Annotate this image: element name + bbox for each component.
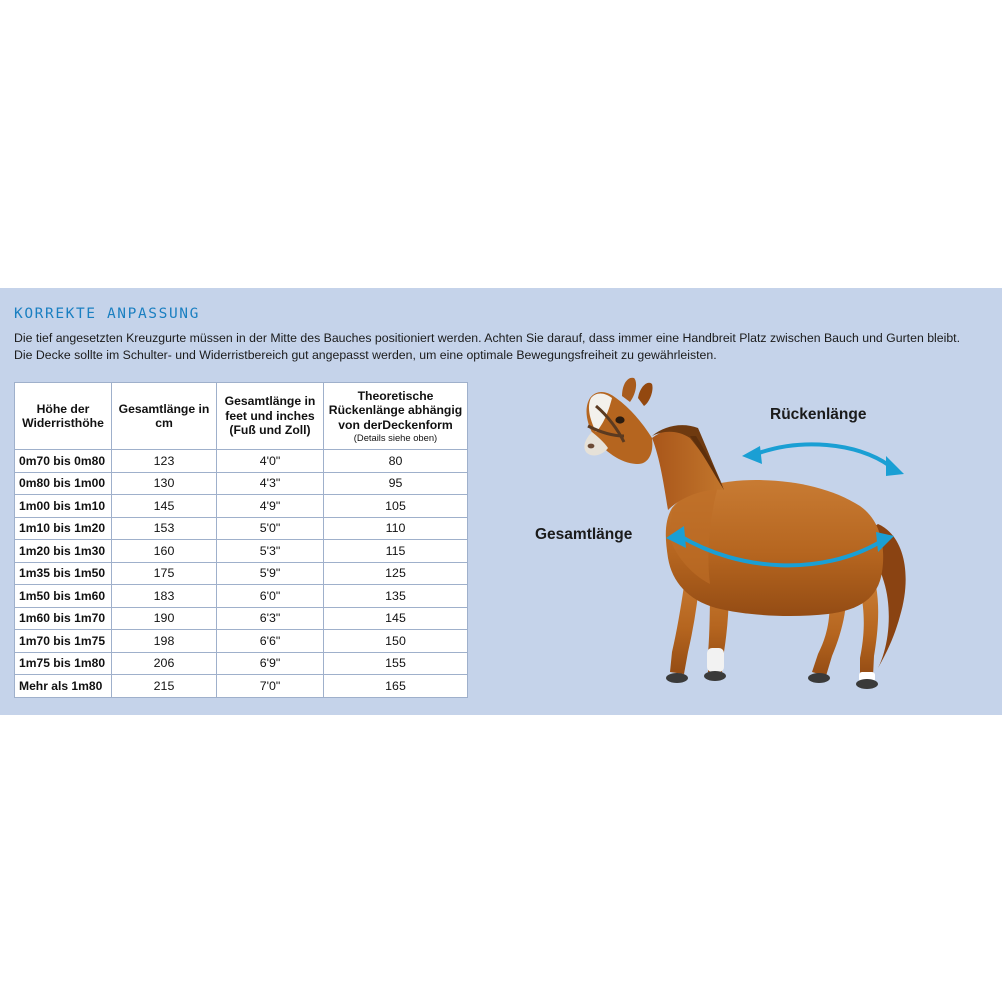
size-chart-table bbox=[14, 382, 468, 698]
cell-back: 150 bbox=[324, 630, 468, 653]
table-header bbox=[15, 383, 468, 450]
cell-back: 155 bbox=[324, 652, 468, 675]
table-row bbox=[15, 540, 468, 563]
cell-height: 1m35 bis 1m50 bbox=[15, 562, 112, 585]
cell-cm: 215 bbox=[112, 675, 217, 698]
cell-feet: 5'0" bbox=[217, 517, 324, 540]
column-header-height: Höhe der Widerristhöhe bbox=[15, 383, 112, 450]
cell-feet: 7'0" bbox=[217, 675, 324, 698]
column-header-back-length-main: Theoretische Rückenlänge abhängig von derDeckenform bbox=[328, 388, 463, 432]
cell-height: 1m60 bis 1m70 bbox=[15, 607, 112, 630]
cell-cm: 175 bbox=[112, 562, 217, 585]
cell-feet: 4'0" bbox=[217, 450, 324, 473]
cell-back: 115 bbox=[324, 540, 468, 563]
back-length-arrow-head-left bbox=[742, 446, 762, 464]
back-length-arrow-line bbox=[756, 444, 890, 466]
cell-feet: 5'9" bbox=[217, 562, 324, 585]
table-row bbox=[15, 585, 468, 608]
annotation-total-length: Gesamtlänge bbox=[535, 526, 633, 543]
column-header-back-length bbox=[324, 383, 468, 450]
horse-ear-near bbox=[622, 378, 636, 402]
cell-back: 80 bbox=[324, 450, 468, 473]
column-header-back-length-note: (Details siehe oben) bbox=[353, 432, 438, 444]
horse-eye bbox=[615, 416, 624, 423]
table-body bbox=[15, 450, 468, 698]
horse-hoof-front-far bbox=[666, 673, 688, 683]
table-row bbox=[15, 472, 468, 495]
cell-height: 1m20 bis 1m30 bbox=[15, 540, 112, 563]
cell-back: 125 bbox=[324, 562, 468, 585]
cell-cm: 198 bbox=[112, 630, 217, 653]
cell-cm: 145 bbox=[112, 495, 217, 518]
horse-hoof-far bbox=[856, 679, 878, 689]
cell-feet: 6'3" bbox=[217, 607, 324, 630]
horse-ear-far bbox=[638, 383, 653, 406]
column-header-length-cm: Gesamtlänge in cm bbox=[112, 383, 217, 450]
back-length-arrow-head-right bbox=[886, 456, 904, 476]
cell-cm: 153 bbox=[112, 517, 217, 540]
cell-back: 110 bbox=[324, 517, 468, 540]
annotation-back-length: Rückenlänge bbox=[770, 406, 867, 423]
cell-feet: 6'6" bbox=[217, 630, 324, 653]
cell-height: 1m00 bis 1m10 bbox=[15, 495, 112, 518]
table-row bbox=[15, 450, 468, 473]
table-row bbox=[15, 630, 468, 653]
cell-back: 105 bbox=[324, 495, 468, 518]
cell-cm: 130 bbox=[112, 472, 217, 495]
table-row bbox=[15, 607, 468, 630]
cell-cm: 123 bbox=[112, 450, 217, 473]
cell-height: 1m70 bis 1m75 bbox=[15, 630, 112, 653]
intro-line-2: Die Decke sollte im Schulter- und Widerristbereich gut angepasst werden, um eine optimale Bewegungsfreiheit zu gewährleisten. bbox=[14, 348, 717, 362]
table-row bbox=[15, 495, 468, 518]
horse-hoof-near bbox=[808, 673, 830, 683]
horse-measurement-figure bbox=[535, 376, 990, 696]
cell-height: 0m70 bis 0m80 bbox=[15, 450, 112, 473]
cell-feet: 6'9" bbox=[217, 652, 324, 675]
cell-feet: 4'3" bbox=[217, 472, 324, 495]
cell-feet: 6'0" bbox=[217, 585, 324, 608]
intro-paragraph bbox=[14, 330, 961, 364]
cell-cm: 190 bbox=[112, 607, 217, 630]
cell-feet: 4'9" bbox=[217, 495, 324, 518]
table-row bbox=[15, 562, 468, 585]
cell-height: 1m75 bis 1m80 bbox=[15, 652, 112, 675]
cell-feet: 5'3" bbox=[217, 540, 324, 563]
table-row bbox=[15, 652, 468, 675]
cell-cm: 183 bbox=[112, 585, 217, 608]
cell-cm: 160 bbox=[112, 540, 217, 563]
horse-hoof-front-near bbox=[704, 671, 726, 681]
cell-height: 1m50 bis 1m60 bbox=[15, 585, 112, 608]
table-header-row bbox=[15, 383, 468, 450]
cell-height: 1m10 bis 1m20 bbox=[15, 517, 112, 540]
fitting-info-panel bbox=[0, 288, 1002, 715]
cell-back: 165 bbox=[324, 675, 468, 698]
intro-line-1: Die tief angesetzten Kreuzgurte müssen in der Mitte des Bauches positioniert werden. Achten Sie darauf, dass immer eine Handbreit Platz zwischen Bauch und Gurten bleibt. bbox=[14, 331, 961, 345]
table-row bbox=[15, 675, 468, 698]
cell-back: 95 bbox=[324, 472, 468, 495]
horse-nostril bbox=[588, 444, 595, 449]
horse-leg-wrap-near bbox=[707, 648, 724, 672]
cell-cm: 206 bbox=[112, 652, 217, 675]
table-row bbox=[15, 517, 468, 540]
column-header-length-feet: Gesamtlänge in feet und inches (Fuß und Zoll) bbox=[217, 383, 324, 450]
cell-height: 0m80 bis 1m00 bbox=[15, 472, 112, 495]
cell-height: Mehr als 1m80 bbox=[15, 675, 112, 698]
cell-back: 135 bbox=[324, 585, 468, 608]
page-title: KORREKTE ANPASSUNG bbox=[14, 306, 200, 322]
cell-back: 145 bbox=[324, 607, 468, 630]
